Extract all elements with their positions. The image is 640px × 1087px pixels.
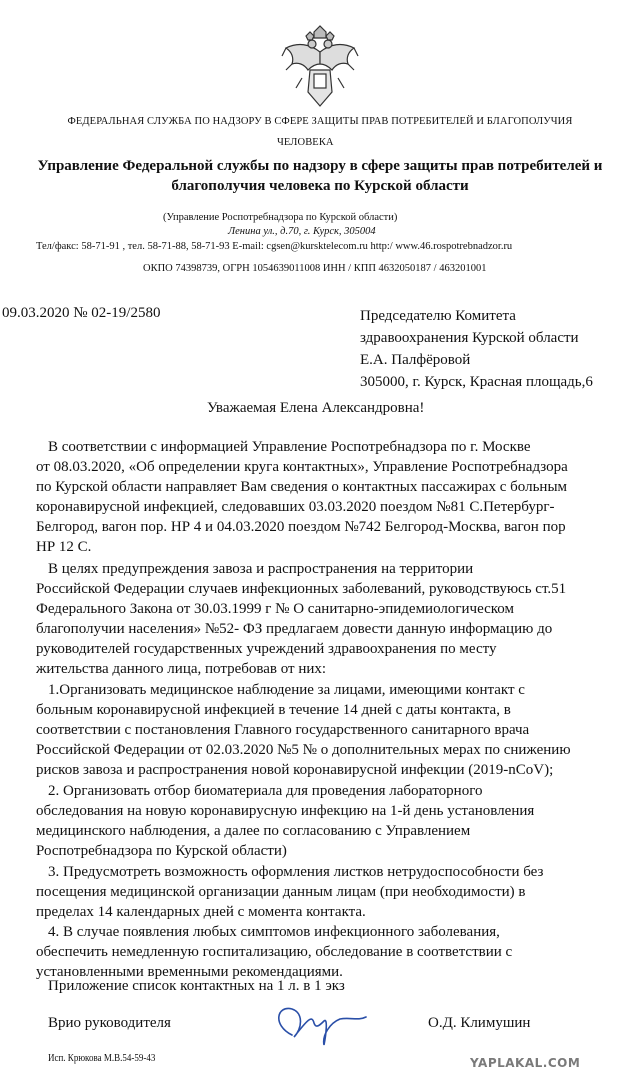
text-line: Федерального Закона от 30.03.1999 г № О санитарно-эпидемиологическом	[36, 601, 515, 617]
text-line: медицинского наблюдения, а далее по согласованию с Управлением	[36, 823, 471, 839]
recipient-line: 305000, г. Курск, Красная площадь,6	[360, 374, 593, 390]
text-line: пределах 14 календарных дней с момента контакта.	[36, 904, 366, 920]
text-line: благополучии населения» №52- ФЗ предлагаем довести данную информацию до	[36, 621, 553, 637]
body-paragraph	[36, 922, 614, 982]
signer-name: О.Д. Климушин	[428, 1015, 531, 1031]
text-line: обеспечить немедленную госпитализацию, обследование в соответствии с	[36, 944, 513, 960]
body-paragraph	[36, 680, 614, 780]
department-codes: ОКПО 74398739, ОГРН 1054639011008 ИНН / КПП 4632050187 / 463201001	[143, 263, 487, 274]
recipient-line: Е.А. Палфёровой	[360, 352, 471, 368]
text-line: В соответствии с информацией Управление Роспотребнадзора по г. Москве	[48, 439, 531, 455]
signature-icon	[262, 995, 372, 1050]
department-title-line2: благополучия человека по Курской области	[171, 178, 469, 194]
text-line: жительства данного лица, потребовав от них:	[36, 661, 327, 677]
agency-name-line1: ФЕДЕРАЛЬНАЯ СЛУЖБА ПО НАДЗОРУ В СФЕРЕ ЗАЩИТЫ ПРАВ ПОТРЕБИТЕЛЕЙ И БЛАГОПОЛУЧИЯ	[67, 116, 573, 127]
text-line: рисков завоза и распространения новой коронавирусной инфекции (2019-nCoV);	[36, 762, 554, 778]
text-line: посещения медицинской организации данным лицам (при необходимости) в	[36, 884, 526, 900]
body-paragraph	[36, 559, 614, 679]
text-line: руководителей государственных учреждений здравоохранения по месту	[36, 641, 497, 657]
department-short-name: (Управление Роспотребнадзора по Курской области)	[163, 212, 398, 223]
body-paragraph	[36, 781, 614, 861]
text-line: обследования на новую коронавирусную инфекцию на 1-й день установления	[36, 803, 535, 819]
text-line: 3. Предусмотреть возможность оформления листков нетрудоспособности без	[48, 864, 544, 880]
signer-title: Врио руководителя	[48, 1015, 171, 1031]
executor-info: Исп. Крюкова М.В.54-59-43	[48, 1053, 156, 1064]
text-line: по Курской области направляет Вам сведения о контактных пассажирах с больным	[36, 479, 568, 495]
department-contacts: Тел/факс: 58-71-91 , тел. 58-71-88, 58-71-93 E-mail: cgsen@kursktelecom.ru http:/ www.46.rospotrebnadzor.ru	[36, 241, 513, 252]
text-line: больным коронавирусной инфекцией в течение 14 дней с даты контакта, в	[36, 702, 511, 718]
department-title-line1: Управление Федеральной службы по надзору в сфере защиты прав потребителей и	[37, 158, 603, 174]
recipient-line: здравоохранения Курской области	[360, 330, 579, 346]
department-address: Ленина ул., д.70, г. Курск, 305004	[228, 226, 376, 237]
text-line: 4. В случае появления любых симптомов инфекционного заболевания,	[48, 924, 500, 940]
text-line: установленными временными рекомендациями.	[36, 964, 343, 980]
text-line: НР 12 С.	[36, 539, 92, 555]
text-line: коронавирусной инфекцией, следовавших 03.03.2020 поездом №81 С.Петербург-	[36, 499, 555, 515]
text-line: Белгород, вагон пор. НР 4 и 04.03.2020 поездом №742 Белгород-Москва, вагон пор	[36, 519, 566, 535]
text-line: 2. Организовать отбор биоматериала для проведения лабораторного	[48, 783, 483, 799]
text-line: Российской Федерации случаев инфекционных заболеваний, руководствуюсь ст.51	[36, 581, 567, 597]
recipient-block	[360, 305, 593, 393]
body-paragraph	[36, 862, 614, 922]
watermark: YAPLAKAL.COM	[470, 1056, 581, 1070]
text-line: В целях предупреждения завоза и распространения на территории	[48, 561, 474, 577]
text-line: 1.Организовать медицинское наблюдение за лицами, имеющими контакт с	[48, 682, 525, 698]
text-line: от 08.03.2020, «Об определении круга контактных», Управление Роспотребнадзора	[36, 459, 568, 475]
letter-date-number: 09.03.2020 № 02-19/2580	[2, 305, 161, 321]
recipient-line: Председателю Комитета	[360, 308, 516, 324]
body-paragraph	[36, 437, 614, 557]
coat-of-arms-icon	[272, 22, 368, 112]
salutation: Уважаемая Елена Александровна!	[207, 400, 425, 416]
text-line: соответствии с постановления Главного государственного санитарного врача	[36, 722, 530, 738]
agency-name-line2: ЧЕЛОВЕКА	[277, 137, 334, 148]
text-line: Российской Федерации от 02.03.2020 №5 № о дополнительных мерах по снижению	[36, 742, 571, 758]
text-line: Роспотребнадзора по Курской области)	[36, 843, 287, 859]
attachment-note: Приложение список контактных на 1 л. в 1 экз	[48, 978, 345, 994]
